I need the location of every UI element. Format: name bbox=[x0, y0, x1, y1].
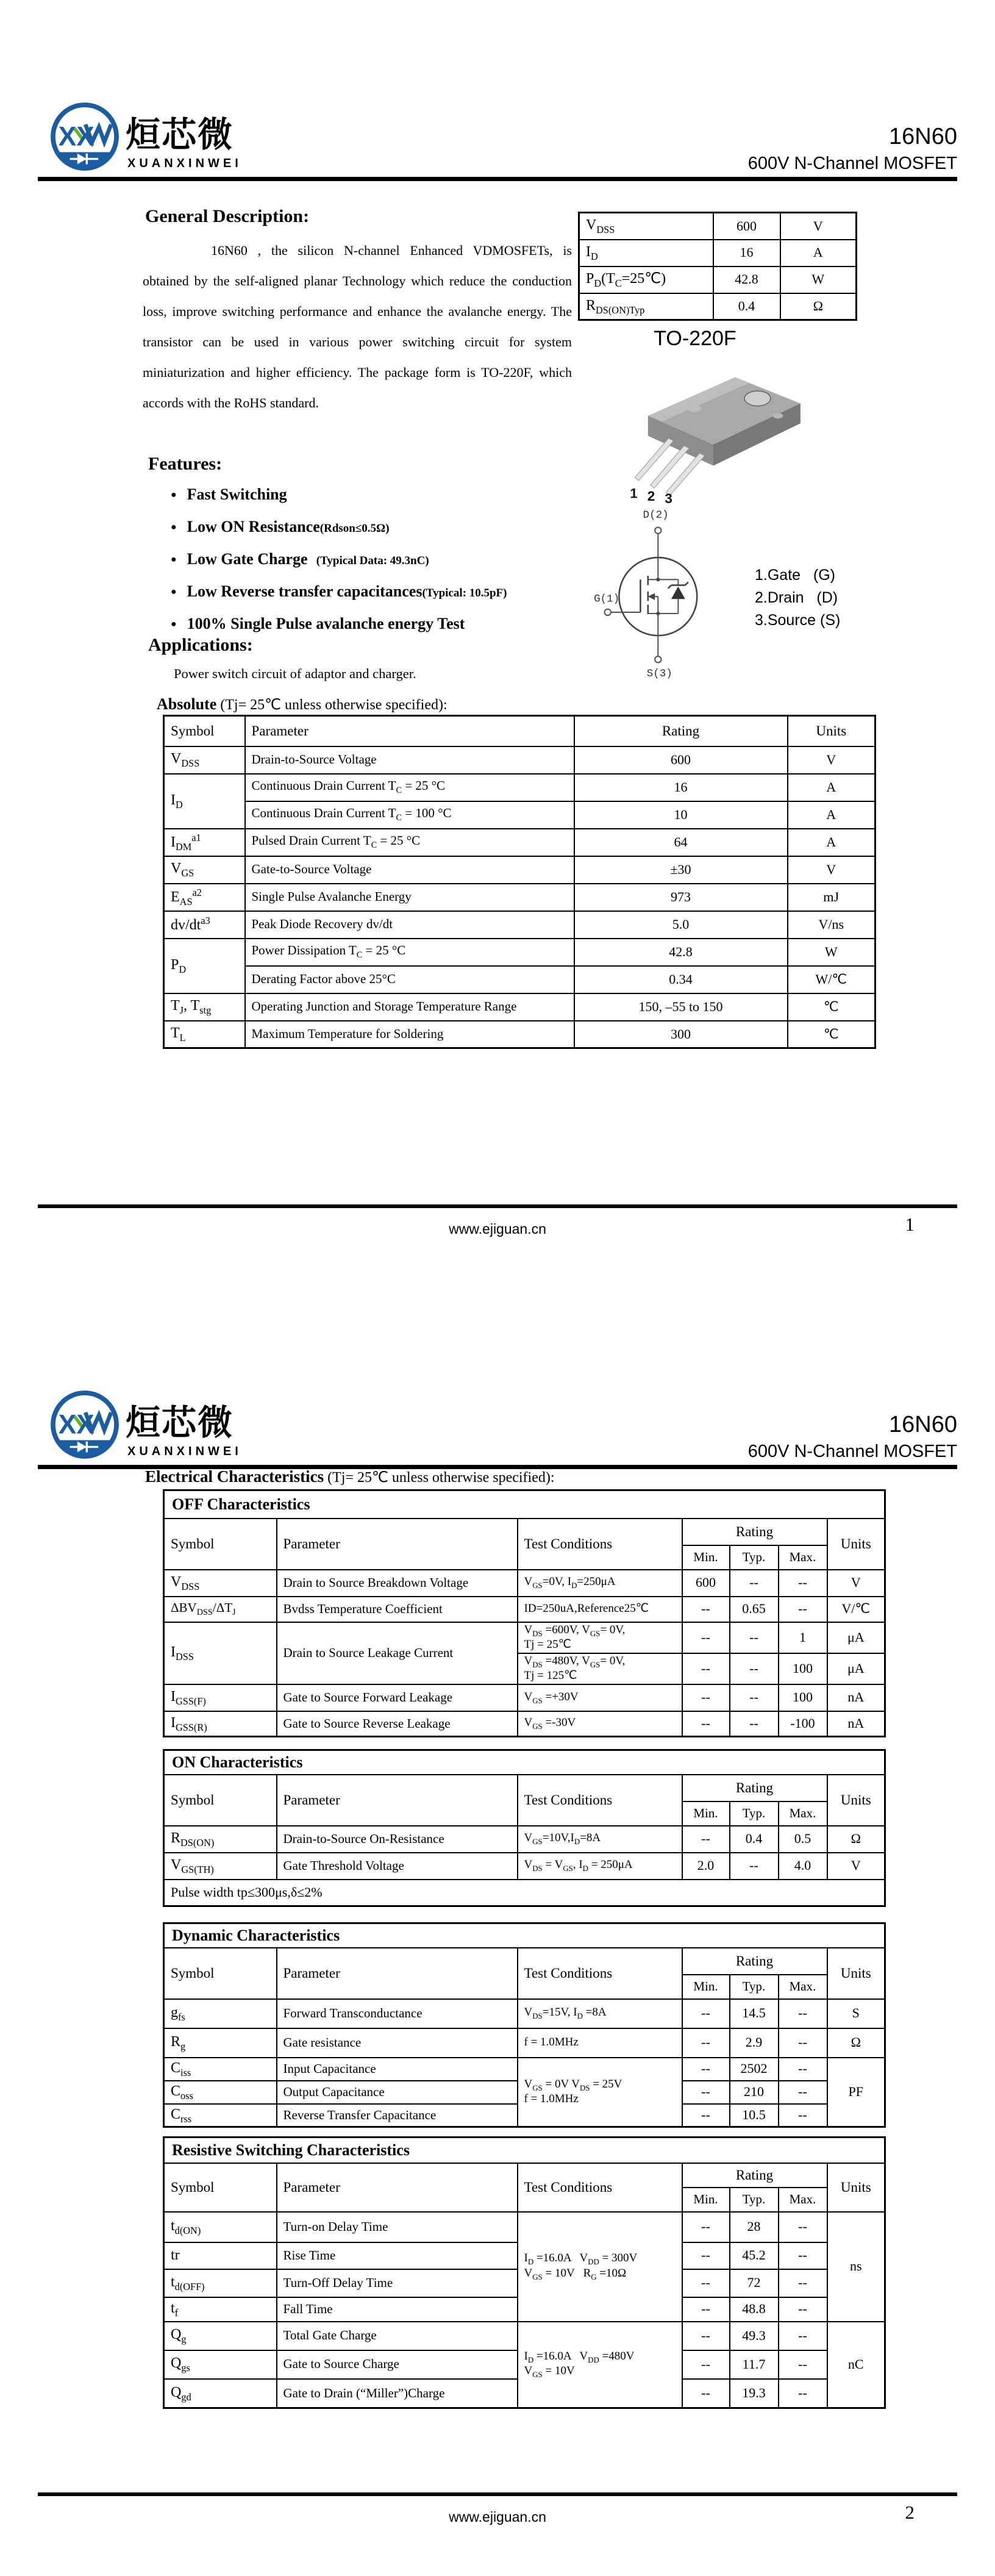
table-cell: ID=250uA,Reference25℃ bbox=[518, 1597, 682, 1622]
on-characteristics-table-grid bbox=[163, 1749, 886, 1907]
table-cell: Drain to Source Leakage Current bbox=[277, 1622, 518, 1684]
table-cell: Pulsed Drain Current $T_C = 25$ °C bbox=[245, 829, 574, 856]
table-cell: $\Delta BV_{DSS}/\Delta T_J$ bbox=[164, 1597, 277, 1622]
table-cell: $I_D$ bbox=[579, 240, 713, 267]
table-cell: $g_{fs}$ bbox=[164, 1999, 277, 2028]
table-cell: 4.0 bbox=[779, 1853, 827, 1880]
absolute-ratings-title: Absolute (Tj= 25℃ unless otherwise specified): bbox=[157, 695, 448, 713]
mosfet-symbol-diagram bbox=[593, 505, 750, 682]
switching-characteristics-table-grid bbox=[163, 2136, 886, 2409]
table-cell: 72 bbox=[730, 2269, 779, 2297]
table-cell: Symbol bbox=[164, 2163, 277, 2212]
table-cell: Drain-to-Source On-Resistance bbox=[277, 1826, 518, 1853]
table-cell: -- bbox=[682, 2081, 730, 2104]
brand-name-cn: 烜芯微 bbox=[126, 115, 234, 154]
source-terminal bbox=[655, 656, 661, 662]
part-subtitle: 600V N-Channel MOSFET bbox=[747, 154, 957, 173]
table-cell: -- bbox=[682, 1999, 730, 2028]
table-cell: 11.7 bbox=[730, 2350, 779, 2379]
table-cell: 49.3 bbox=[730, 2322, 779, 2350]
table-cell: $V_{DSS}$ bbox=[579, 213, 713, 240]
table-cell: $T_L$ bbox=[164, 1021, 245, 1048]
table-cell: -- bbox=[730, 1684, 779, 1711]
table-cell: ±30 bbox=[574, 856, 788, 884]
footer-url: www.ejiguan.cn bbox=[449, 2509, 546, 2525]
applications-title: Applications: bbox=[148, 635, 253, 655]
pin bbox=[635, 438, 673, 481]
product-summary-table-grid bbox=[578, 212, 857, 321]
table-cell: -- bbox=[779, 1597, 827, 1622]
table-cell: Parameter bbox=[277, 2163, 518, 2212]
table-cell: 64 bbox=[574, 829, 788, 856]
feature-note: (Typical: 10.5pF) bbox=[422, 587, 507, 599]
brand-logo-icon bbox=[48, 1387, 122, 1462]
table-cell: 10 bbox=[574, 801, 788, 829]
table-cell: Drain-to-Source Voltage bbox=[245, 746, 574, 774]
table-cell: $C_{rss}$ bbox=[164, 2104, 277, 2127]
table-cell: -- bbox=[730, 1570, 779, 1597]
gate-terminal bbox=[605, 609, 611, 615]
dynamic-characteristics-table bbox=[163, 1922, 886, 2128]
table-cell: $V_{GS}=10V,I_D=8A$ bbox=[518, 1826, 682, 1853]
table-cell: Min. bbox=[682, 1545, 730, 1570]
table-cell: $I_{DSS}$ bbox=[164, 1622, 277, 1684]
table-cell: 0.4 bbox=[713, 293, 780, 320]
table-cell: -- bbox=[682, 2379, 730, 2408]
table-cell: 150, –55 to 150 bbox=[574, 993, 788, 1021]
table-cell: Symbol bbox=[164, 716, 245, 746]
table-cell: Units bbox=[827, 1519, 885, 1570]
table-cell: W/℃ bbox=[788, 966, 876, 993]
table-cell: $I_{GSS(F)}$ bbox=[164, 1684, 277, 1711]
absolute-ratings-table bbox=[163, 715, 876, 1049]
mounting-hole bbox=[744, 391, 771, 406]
package-name: TO-220F bbox=[654, 327, 736, 350]
feature-item bbox=[171, 576, 507, 609]
brand-logo-icon bbox=[48, 99, 122, 174]
table-cell: $V_{DS} =480V$, $V_{GS}= 0V$, Tj = 125℃ bbox=[518, 1653, 682, 1684]
table-cell: -- bbox=[779, 2058, 827, 2081]
table-cell: -- bbox=[682, 2350, 730, 2379]
logo-band bbox=[57, 152, 113, 168]
table-cell: -- bbox=[682, 2269, 730, 2297]
table-cell: Continuous Drain Current $T_C = 100$ °C bbox=[245, 801, 574, 829]
feature-note: (Typical Data: 49.3nC) bbox=[307, 554, 429, 567]
table-cell: W bbox=[788, 939, 876, 966]
table-cell: Continuous Drain Current $T_C = 25$ °C bbox=[245, 774, 574, 801]
table-cell: Gate Threshold Voltage bbox=[277, 1853, 518, 1880]
table-cell: Parameter bbox=[245, 716, 574, 746]
logo-monogram: XX bbox=[58, 1409, 95, 1440]
bullet-icon: ● bbox=[171, 522, 177, 532]
pin-number: 2 bbox=[647, 488, 655, 504]
footer-url: www.ejiguan.cn bbox=[449, 1221, 546, 1237]
table-cell: -- bbox=[682, 2297, 730, 2322]
footer-rule bbox=[38, 2492, 957, 2496]
table-cell: -- bbox=[779, 1570, 827, 1597]
pin-number: 1 bbox=[630, 485, 638, 501]
feature-text: Low Gate Charge bbox=[187, 550, 308, 568]
table-cell: 210 bbox=[730, 2081, 779, 2104]
table-cell: Ω bbox=[827, 2028, 885, 2058]
table-cell: Rating bbox=[682, 1519, 827, 1545]
table-cell: 0.65 bbox=[730, 1597, 779, 1622]
table-cell: Rise Time bbox=[277, 2242, 518, 2269]
page-number: 2 bbox=[905, 2502, 915, 2523]
table-cell: Operating Junction and Storage Temperature Range bbox=[245, 993, 574, 1021]
table-cell: -- bbox=[730, 1711, 779, 1737]
table-cell: Symbol bbox=[164, 1519, 277, 1570]
table-cell: ℃ bbox=[788, 1021, 876, 1048]
part-number: 16N60 bbox=[889, 1412, 957, 1437]
table-cell: W bbox=[780, 267, 857, 293]
table-cell: 19.3 bbox=[730, 2379, 779, 2408]
on-characteristics-table bbox=[163, 1749, 886, 1907]
table-cell: $V_{GS} = 0V$ $V_{DS} = 25V$ f = 1.0MHz bbox=[518, 2058, 682, 2127]
table-cell: -- bbox=[779, 2379, 827, 2408]
table-cell: 100 bbox=[779, 1684, 827, 1711]
table-cell: μA bbox=[827, 1622, 885, 1653]
table-cell: -- bbox=[779, 2104, 827, 2127]
general-description-body: 16N60 , the silicon N-channel Enhanced VDMOSFETs, is obtained by the self-aligned planar Technology which reduce the conduction loss, improve switching performance and enhance the avalanche energy. The transistor can be used in various power switching circuit for system miniaturization and higher efficiency. The package form is TO-220F, which accords with the RoHS standard. bbox=[143, 243, 572, 410]
table-cell: Ω bbox=[780, 293, 857, 320]
general-description-title: General Description: bbox=[145, 206, 310, 226]
table-cell: $P_D(T_C=25℃)$ bbox=[579, 267, 713, 293]
table-cell: ON Characteristics bbox=[164, 1750, 885, 1775]
pin-legend-item: 2.Drain (D) bbox=[755, 589, 838, 606]
table-cell: 42.8 bbox=[713, 267, 780, 293]
table-cell: $R_{DS(ON)Typ}$ bbox=[579, 293, 713, 320]
table-cell: Ω bbox=[827, 1826, 885, 1853]
switching-characteristics-table bbox=[163, 2136, 886, 2409]
table-cell: Gate to Source Charge bbox=[277, 2350, 518, 2379]
table-cell: V/℃ bbox=[827, 1597, 885, 1622]
table-cell: Peak Diode Recovery dv/dt bbox=[245, 911, 574, 939]
table-cell: 2502 bbox=[730, 2058, 779, 2081]
table-cell: Fall Time bbox=[277, 2297, 518, 2322]
table-cell: -- bbox=[779, 2212, 827, 2242]
table-cell: Parameter bbox=[277, 1775, 518, 1826]
features-list bbox=[171, 479, 507, 641]
table-cell: A bbox=[780, 240, 857, 267]
table-cell: Gate to Drain (“Miller”)Charge bbox=[277, 2379, 518, 2408]
electrical-characteristics-title: Electrical Characteristics (Tj= 25℃ unless otherwise specified): bbox=[145, 1467, 555, 1486]
table-cell: Max. bbox=[779, 1975, 827, 1999]
pin-number: 3 bbox=[665, 490, 672, 506]
table-cell: A bbox=[788, 774, 876, 801]
page-2 bbox=[0, 1288, 995, 2576]
feature-text: Fast Switching bbox=[187, 485, 287, 503]
table-cell: -- bbox=[682, 2212, 730, 2242]
table-cell: Max. bbox=[779, 1801, 827, 1826]
table-cell: Min. bbox=[682, 1975, 730, 1999]
table-cell: $t_{d(ON)}$ bbox=[164, 2212, 277, 2242]
brand-name-en: XUANXINWEI bbox=[127, 157, 242, 170]
table-cell: $I_D =16.0A$ $V_{DD} = 300V$ $V_{GS} = 10V$ $R_G =10\Omega$ bbox=[518, 2212, 682, 2322]
table-cell: 0.34 bbox=[574, 966, 788, 993]
table-cell: Units bbox=[827, 2163, 885, 2212]
table-cell: Rating bbox=[682, 1948, 827, 1975]
brand-name-en: XUANXINWEI bbox=[127, 1445, 242, 1458]
drain-label: D(2) bbox=[643, 509, 669, 522]
table-cell: $I_D$ bbox=[164, 774, 245, 829]
table-cell: $V_{DS}=15V$, $I_D =8A$ bbox=[518, 1999, 682, 2028]
table-cell: $V_{GS(TH)}$ bbox=[164, 1853, 277, 1880]
logo-monogram: XX bbox=[58, 121, 95, 152]
table-cell: 5.0 bbox=[574, 911, 788, 939]
table-cell: nC bbox=[827, 2322, 885, 2408]
pin-legend bbox=[755, 564, 840, 632]
table-cell: $I_D =16.0A$ $V_{DD} =480V$ $V_{GS} = 10V$ bbox=[518, 2322, 682, 2408]
table-cell: -- bbox=[730, 1653, 779, 1684]
table-cell: Min. bbox=[682, 2188, 730, 2212]
table-cell: nA bbox=[827, 1711, 885, 1737]
feature-text: Low Reverse transfer capacitances bbox=[187, 582, 423, 600]
table-cell: -- bbox=[779, 2297, 827, 2322]
feature-item bbox=[171, 512, 507, 544]
body-diode-icon bbox=[671, 587, 685, 599]
bullet-icon: ● bbox=[171, 554, 177, 565]
table-cell: 1 bbox=[779, 1622, 827, 1653]
table-cell: $V_{GS} =-30V$ bbox=[518, 1711, 682, 1737]
table-cell: $V_{GS}$ bbox=[164, 856, 245, 884]
table-cell: OFF Characteristics bbox=[164, 1490, 885, 1519]
table-cell: $R_g$ bbox=[164, 2028, 277, 2058]
table-cell: Typ. bbox=[730, 2188, 779, 2212]
absolute-ratings-table-grid bbox=[163, 715, 876, 1049]
table-cell: Rating bbox=[574, 716, 788, 746]
bullet-icon: ● bbox=[171, 619, 177, 629]
table-cell: Drain to Source Breakdown Voltage bbox=[277, 1570, 518, 1597]
table-cell: $C_{iss}$ bbox=[164, 2058, 277, 2081]
bullet-icon: ● bbox=[171, 587, 177, 597]
table-cell: -- bbox=[779, 2242, 827, 2269]
pin-legend-item: 3.Source (S) bbox=[755, 612, 841, 629]
table-cell: mJ bbox=[788, 884, 876, 911]
part-number: 16N60 bbox=[889, 124, 957, 149]
table-cell: V/ns bbox=[788, 911, 876, 939]
table-cell: Gate to Source Reverse Leakage bbox=[277, 1711, 518, 1737]
table-cell: $V_{GS} =+30V$ bbox=[518, 1684, 682, 1711]
product-summary-table bbox=[578, 212, 857, 321]
table-cell: ns bbox=[827, 2212, 885, 2322]
feature-item bbox=[171, 479, 507, 512]
table-cell: -- bbox=[682, 1826, 730, 1853]
table-cell: $I_{GSS(R)}$ bbox=[164, 1711, 277, 1737]
table-cell: Rating bbox=[682, 1775, 827, 1801]
table-cell: Maximum Temperature for Soldering bbox=[245, 1021, 574, 1048]
table-cell: Test Conditions bbox=[518, 1519, 682, 1570]
feature-text: Low ON Resistance bbox=[187, 518, 320, 535]
feature-item bbox=[171, 544, 507, 576]
table-cell: $V_{DSS}$ bbox=[164, 1570, 277, 1597]
table-cell: -- bbox=[682, 2058, 730, 2081]
table-cell: ℃ bbox=[788, 993, 876, 1021]
table-cell: $Q_g$ bbox=[164, 2322, 277, 2350]
table-cell: Max. bbox=[779, 2188, 827, 2212]
body-arrow bbox=[648, 593, 655, 599]
table-cell: $V_{DS} = V_{GS}$, $I_D = 250\mu A$ bbox=[518, 1853, 682, 1880]
table-cell: Test Conditions bbox=[518, 1775, 682, 1826]
table-cell: -- bbox=[682, 1653, 730, 1684]
table-cell: Typ. bbox=[730, 1801, 779, 1826]
table-cell: Parameter bbox=[277, 1948, 518, 1999]
table-cell: Units bbox=[788, 716, 876, 746]
table-cell: $V_{DSS}$ bbox=[164, 746, 245, 774]
table-cell: -- bbox=[682, 2322, 730, 2350]
table-cell: V bbox=[827, 1570, 885, 1597]
table-cell: -- bbox=[779, 2028, 827, 2058]
table-cell: 0.4 bbox=[730, 1826, 779, 1853]
table-cell: $P_D$ bbox=[164, 939, 245, 993]
table-cell: V bbox=[780, 213, 857, 240]
table-cell: 0.5 bbox=[779, 1826, 827, 1853]
feature-text: 100% Single Pulse avalanche energy Test bbox=[187, 615, 465, 632]
drain-terminal bbox=[655, 528, 661, 534]
table-cell: -- bbox=[730, 1622, 779, 1653]
table-cell: 16 bbox=[713, 240, 780, 267]
table-cell: -- bbox=[730, 1853, 779, 1880]
pin-legend-item: 1.Gate (G) bbox=[755, 567, 835, 584]
table-cell: Dynamic Characteristics bbox=[164, 1923, 885, 1948]
table-cell: Bvdss Temperature Coefficient bbox=[277, 1597, 518, 1622]
table-cell: f = 1.0MHz bbox=[518, 2028, 682, 2058]
table-cell: Min. bbox=[682, 1801, 730, 1826]
table-cell: -- bbox=[682, 2104, 730, 2127]
table-cell: PF bbox=[827, 2058, 885, 2127]
applications-body: Power switch circuit of adaptor and charger. bbox=[174, 666, 416, 681]
table-cell: -- bbox=[682, 2028, 730, 2058]
off-characteristics-table bbox=[163, 1489, 886, 1737]
table-cell: Output Capacitance bbox=[277, 2081, 518, 2104]
table-cell: Reverse Transfer Capacitance bbox=[277, 2104, 518, 2127]
table-cell: Rating bbox=[682, 2163, 827, 2188]
table-cell: 16 bbox=[574, 774, 788, 801]
table-cell: A bbox=[788, 829, 876, 856]
table-cell: 600 bbox=[574, 746, 788, 774]
bullet-icon: ● bbox=[171, 490, 177, 500]
feature-note: (Rdson≤0.5Ω) bbox=[319, 522, 390, 535]
table-cell: Input Capacitance bbox=[277, 2058, 518, 2081]
table-cell: $T_J$, $T_{stg}$ bbox=[164, 993, 245, 1021]
table-cell: Turn-Off Delay Time bbox=[277, 2269, 518, 2297]
table-cell: $V_{GS}=0V$, $I_D=250\mu A$ bbox=[518, 1570, 682, 1597]
table-cell: Total Gate Charge bbox=[277, 2322, 518, 2350]
table-cell: Symbol bbox=[164, 1775, 277, 1826]
table-cell: 300 bbox=[574, 1021, 788, 1048]
table-cell: $t_f$ bbox=[164, 2297, 277, 2322]
table-cell: -- bbox=[779, 1999, 827, 2028]
part-subtitle: 600V N-Channel MOSFET bbox=[747, 1442, 957, 1461]
table-cell: $dv/dt^{a3}$ bbox=[164, 911, 245, 939]
table-cell: Test Conditions bbox=[518, 2163, 682, 2212]
table-cell: -- bbox=[682, 1622, 730, 1653]
table-cell: Units bbox=[827, 1775, 885, 1826]
table-cell: Resistive Switching Characteristics bbox=[164, 2138, 885, 2163]
table-cell: Typ. bbox=[730, 1975, 779, 1999]
header-rule bbox=[38, 177, 957, 181]
table-cell: Turn-on Delay Time bbox=[277, 2212, 518, 2242]
table-cell: Typ. bbox=[730, 1545, 779, 1570]
table-cell: -- bbox=[779, 2269, 827, 2297]
off-characteristics-table-grid bbox=[163, 1489, 886, 1737]
table-cell: 48.8 bbox=[730, 2297, 779, 2322]
table-cell: 45.2 bbox=[730, 2242, 779, 2269]
table-cell: $R_{DS(ON)}$ bbox=[164, 1826, 277, 1853]
table-cell: -- bbox=[682, 1597, 730, 1622]
table-cell: -- bbox=[682, 1711, 730, 1737]
table-cell: $E_{AS}^{a2}$ bbox=[164, 884, 245, 911]
table-cell: $Q_{gd}$ bbox=[164, 2379, 277, 2408]
table-cell: nA bbox=[827, 1684, 885, 1711]
table-cell: Derating Factor above 25°C bbox=[245, 966, 574, 993]
table-cell: $t_{d(OFF)}$ bbox=[164, 2269, 277, 2297]
table-cell: Max. bbox=[779, 1545, 827, 1570]
table-cell: μA bbox=[827, 1653, 885, 1684]
table-cell: Units bbox=[827, 1948, 885, 1999]
table-cell: $C_{oss}$ bbox=[164, 2081, 277, 2104]
table-cell: V bbox=[788, 856, 876, 884]
table-cell: tr bbox=[164, 2242, 277, 2269]
pin bbox=[666, 453, 704, 495]
table-cell: 100 bbox=[779, 1653, 827, 1684]
table-cell: 2.9 bbox=[730, 2028, 779, 2058]
table-cell: Forward Transconductance bbox=[277, 1999, 518, 2028]
table-cell: -- bbox=[682, 1684, 730, 1711]
table-cell: -- bbox=[779, 2081, 827, 2104]
table-cell: 973 bbox=[574, 884, 788, 911]
table-cell: S bbox=[827, 1999, 885, 2028]
table-cell: Gate to Source Forward Leakage bbox=[277, 1684, 518, 1711]
pin bbox=[651, 446, 689, 488]
table-cell: Single Pulse Avalanche Energy bbox=[245, 884, 574, 911]
table-cell: -- bbox=[779, 2350, 827, 2379]
table-cell: 28 bbox=[730, 2212, 779, 2242]
footer-rule bbox=[38, 1204, 957, 1208]
table-cell: A bbox=[788, 801, 876, 829]
table-cell: Power Dissipation $T_C = 25$ °C bbox=[245, 939, 574, 966]
table-cell: 2.0 bbox=[682, 1853, 730, 1880]
table-cell: V bbox=[788, 746, 876, 774]
package-image bbox=[613, 359, 814, 508]
table-cell: 600 bbox=[713, 213, 780, 240]
gate-label: G(1) bbox=[594, 593, 620, 606]
table-cell: 14.5 bbox=[730, 1999, 779, 2028]
table-cell: 10.5 bbox=[730, 2104, 779, 2127]
table-cell: V bbox=[827, 1853, 885, 1880]
brand-name-cn: 烜芯微 bbox=[126, 1403, 234, 1442]
table-cell: Pulse width tp≤300μs,δ≤2% bbox=[164, 1880, 885, 1906]
table-cell: 42.8 bbox=[574, 939, 788, 966]
table-cell: -- bbox=[779, 2322, 827, 2350]
dynamic-characteristics-table-grid bbox=[163, 1922, 886, 2128]
table-cell: 600 bbox=[682, 1570, 730, 1597]
source-label: S(3) bbox=[646, 668, 672, 681]
table-cell: Parameter bbox=[277, 1519, 518, 1570]
table-cell: -100 bbox=[779, 1711, 827, 1737]
table-cell: Symbol bbox=[164, 1948, 277, 1999]
table-cell: Gate resistance bbox=[277, 2028, 518, 2058]
table-cell: $V_{DS} =600V$, $V_{GS}= 0V$, Tj = 25℃ bbox=[518, 1622, 682, 1653]
features-title: Features: bbox=[148, 454, 223, 474]
table-cell: $I_{DM}^{a1}$ bbox=[164, 829, 245, 856]
table-cell: Gate-to-Source Voltage bbox=[245, 856, 574, 884]
table-cell: $Q_{gs}$ bbox=[164, 2350, 277, 2379]
table-cell: -- bbox=[682, 2242, 730, 2269]
table-cell: Test Conditions bbox=[518, 1948, 682, 1999]
page-number: 1 bbox=[905, 1214, 915, 1235]
